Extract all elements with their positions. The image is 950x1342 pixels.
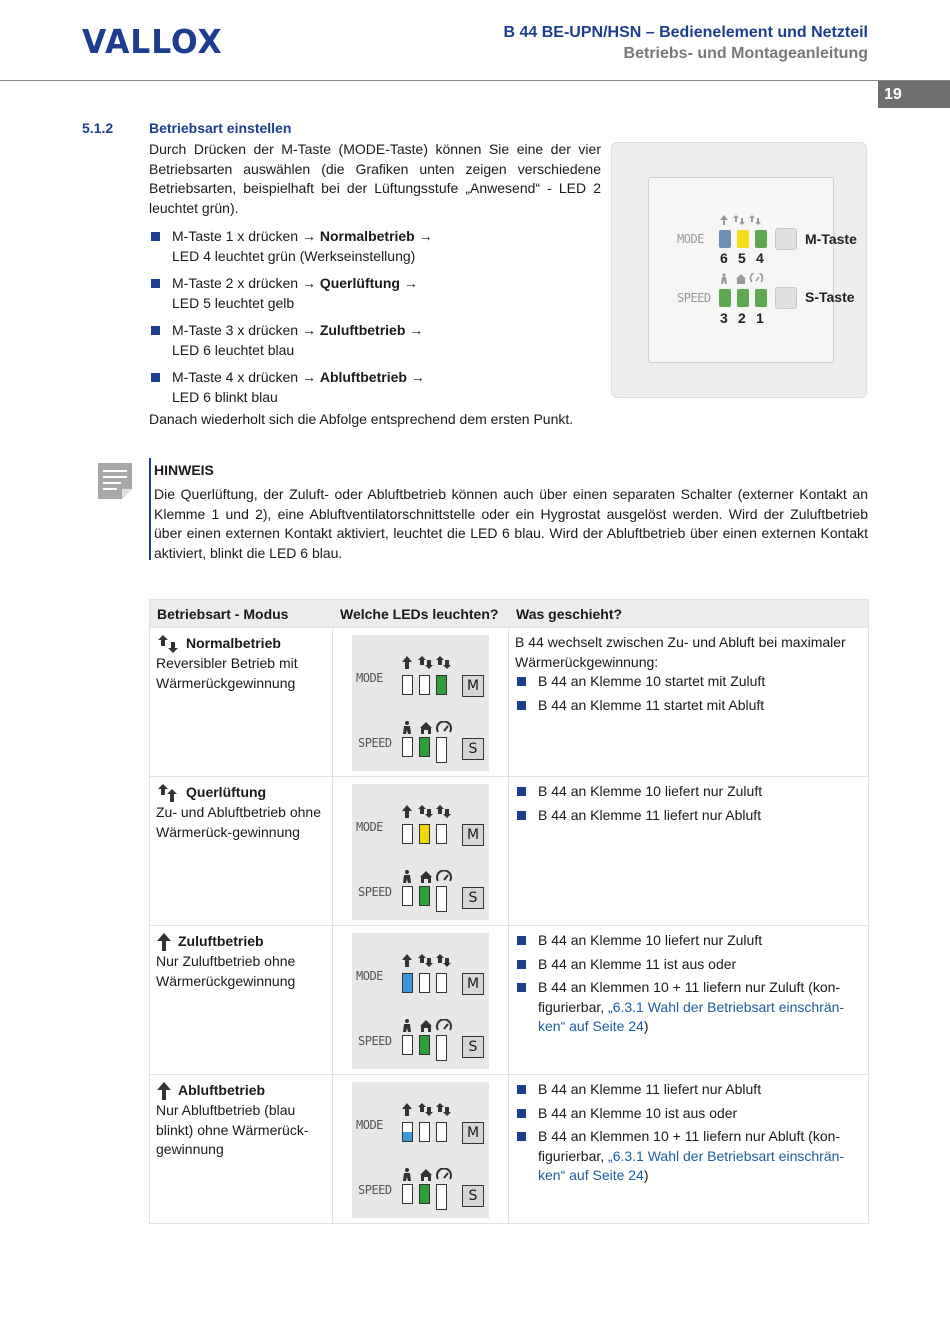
supply-air-arrow-icon xyxy=(156,932,172,952)
speed-led xyxy=(419,886,430,906)
panel-m-button: M xyxy=(462,824,484,846)
speed-led xyxy=(419,1035,430,1055)
table-row xyxy=(150,925,868,1074)
speed-led xyxy=(419,1184,430,1204)
m-key-label: M-Taste xyxy=(805,231,857,247)
list-item: M-Taste 4 x drücken → Abluftbetrieb → LED 6 blinkt blau xyxy=(149,368,601,407)
mode-direction-icons xyxy=(402,805,454,819)
speed-level-icons xyxy=(402,870,454,884)
cross-ventilation-icon xyxy=(156,783,180,803)
speed-led xyxy=(419,737,430,757)
panel-mode-label: MODE xyxy=(356,1118,383,1132)
document-subtitle: Betriebs- und Montageanleitung xyxy=(623,45,868,62)
bullet-square-icon xyxy=(517,983,526,992)
device-led-4 xyxy=(755,230,767,248)
mode-title: Normalbetrieb xyxy=(156,634,332,654)
section-number: 5.1.2 xyxy=(82,120,114,136)
panel-m-button: M xyxy=(462,1122,484,1144)
list-item: B 44 an Klemmen 10 + 11 liefern nur Zuluft (kon-figurierbar, „6.3.1 Wahl der Betriebsart einschrän-ken“ auf Seite 24) xyxy=(515,978,862,1037)
mode-cell xyxy=(150,777,333,925)
mode-description: Reversibler Betrieb mit Wärmerückgewinnung xyxy=(156,655,298,691)
device-led-number: 6 xyxy=(720,250,728,266)
device-mode-label: MODE xyxy=(677,232,704,246)
mode-led xyxy=(402,824,413,844)
led-cell xyxy=(333,1075,509,1223)
panel-speed-label: SPEED xyxy=(358,736,392,750)
device-led-number: 1 xyxy=(756,310,764,326)
description-cell xyxy=(509,1075,868,1223)
mode-led xyxy=(419,1122,430,1142)
table-row xyxy=(150,776,868,925)
reversible-arrows-icon xyxy=(156,634,180,654)
panel-mode-label: MODE xyxy=(356,969,383,983)
list-item: M-Taste 1 x drücken → Normalbetrieb → LED 4 leuchtet grün (Werkseinstellung) xyxy=(149,227,601,266)
header-divider xyxy=(0,80,950,81)
speed-led xyxy=(402,1184,413,1204)
led-panel xyxy=(352,933,489,1069)
mode-led xyxy=(436,973,447,993)
row-intro: B 44 wechselt zwischen Zu- und Abluft bei maximaler Wärmerückgewinnung: xyxy=(515,634,846,670)
mode-led xyxy=(436,824,447,844)
list-item: B 44 an Klemme 10 liefert nur Zuluft xyxy=(515,931,862,951)
list-item: B 44 an Klemme 10 liefert nur Zuluft xyxy=(515,782,862,802)
led-cell xyxy=(333,628,509,776)
table-row xyxy=(150,1074,868,1223)
bullet-square-icon xyxy=(517,1085,526,1094)
mode-direction-icons xyxy=(402,656,454,670)
bullet-square-icon xyxy=(517,787,526,796)
mode-led xyxy=(402,973,413,993)
led-cell xyxy=(333,777,509,925)
section-after-text: Danach wiederholt sich die Abfolge entsprechend dem ersten Punkt. xyxy=(149,411,574,427)
speed-led xyxy=(402,886,413,906)
device-led-2 xyxy=(737,289,749,307)
document-title: B 44 BE-UPN/HSN – Bedienelement und Netzteil xyxy=(503,24,868,41)
mode-direction-icons xyxy=(402,954,454,968)
mode-description: Nur Abluftbetrieb (blau blinkt) ohne Wärmerück-gewinnung xyxy=(156,1102,309,1157)
bullet-square-icon xyxy=(517,677,526,686)
device-led-number: 3 xyxy=(720,310,728,326)
note-bar xyxy=(149,458,151,560)
note-title: HINWEIS xyxy=(154,462,214,478)
speed-led xyxy=(436,737,447,763)
mode-table xyxy=(149,599,869,1224)
steps-list xyxy=(149,227,601,415)
device-led-1 xyxy=(755,289,767,307)
panel-speed-label: SPEED xyxy=(358,885,392,899)
speed-led xyxy=(402,737,413,757)
led-panel xyxy=(352,1082,489,1218)
device-m-key xyxy=(775,228,797,250)
device-led-number: 4 xyxy=(756,250,764,266)
panel-s-button: S xyxy=(462,1036,484,1058)
list-item: B 44 an Klemme 11 liefert nur Abluft xyxy=(515,1080,862,1100)
mode-description: Zu- und Abluftbetrieb ohne Wärmerück-gewinnung xyxy=(156,804,322,840)
panel-m-button: M xyxy=(462,973,484,995)
bullet-square-icon xyxy=(151,279,160,288)
panel-mode-label: MODE xyxy=(356,671,383,685)
panel-speed-label: SPEED xyxy=(358,1034,392,1048)
section-intro: Durch Drücken der M-Taste (MODE-Taste) können Sie eine der vier Betriebsarten auswählen (die Grafiken unten zeigen verschiedene Betriebsarten, beispielhaft bei der Lüftungsstufe „Anwesend“ - LED 2 leuchtet grün). xyxy=(149,141,601,216)
s-key-label: S-Taste xyxy=(805,289,855,305)
device-speed-label: SPEED xyxy=(677,291,711,305)
note-icon xyxy=(97,462,133,500)
device-led-number: 2 xyxy=(738,310,746,326)
bullet-square-icon xyxy=(517,701,526,710)
note-text: Die Querlüftung, der Zuluft- oder Abluftbetrieb können auch über einen separaten Schalter (externer Kontakt an Klemme 1 und 2), eine Abluftventilatorschnittstelle oder ein Hygrostat ausgelöst werden. Wird der Zuluftbetrieb über einen externen Kontakt aktiviert, leuchtet die LED 6 blau. Wird der Abluftbetrieb über einen externen Kontakt aktiviert, blinkt die LED 6 blau. xyxy=(154,486,868,561)
device-panel xyxy=(648,177,834,363)
mode-direction-icons xyxy=(719,214,769,226)
mode-cell xyxy=(150,1075,333,1223)
section-title: Betriebsart einstellen xyxy=(149,120,292,136)
exhaust-air-arrow-icon xyxy=(156,1081,172,1101)
column-header: Welche LEDs leuchten? xyxy=(340,606,499,622)
device-led-5 xyxy=(737,230,749,248)
list-item: B 44 an Klemme 11 startet mit Abluft xyxy=(515,696,862,716)
device-photo xyxy=(611,142,867,398)
speed-level-icons xyxy=(402,721,454,735)
description-cell xyxy=(509,628,868,776)
speed-level-icons xyxy=(402,1168,454,1182)
page-reference-link[interactable]: „6.3.1 Wahl der Betriebsart einschrän-ken“ auf Seite 24 xyxy=(538,998,845,1034)
bullet-square-icon xyxy=(151,326,160,335)
mode-title: Querlüftung xyxy=(156,783,332,803)
device-led-number: 5 xyxy=(738,250,746,266)
mode-led xyxy=(402,1122,413,1142)
list-item: M-Taste 3 x drücken → Zuluftbetrieb → LED 6 leuchtet blau xyxy=(149,321,601,360)
mode-description: Nur Zuluftbetrieb ohne Wärmerückgewinnung xyxy=(156,953,296,989)
description-cell xyxy=(509,777,868,925)
table-header xyxy=(150,600,868,627)
speed-led xyxy=(436,886,447,912)
speed-level-icons xyxy=(402,1019,454,1033)
panel-speed-label: SPEED xyxy=(358,1183,392,1197)
mode-led xyxy=(436,1122,447,1142)
speed-led xyxy=(402,1035,413,1055)
mode-cell xyxy=(150,926,333,1074)
mode-cell xyxy=(150,628,333,776)
mode-direction-icons xyxy=(402,1103,454,1117)
panel-s-button: S xyxy=(462,738,484,760)
led-panel xyxy=(352,784,489,920)
bullet-square-icon xyxy=(517,811,526,820)
mode-led xyxy=(402,675,413,695)
document-header xyxy=(503,24,868,63)
list-item: B 44 an Klemmen 10 + 11 liefern nur Abluft (kon-figurierbar, „6.3.1 Wahl der Betriebsart einschrän-ken“ auf Seite 24) xyxy=(515,1127,862,1186)
bullet-square-icon xyxy=(517,960,526,969)
bullet-square-icon xyxy=(517,936,526,945)
list-item: B 44 an Klemme 10 startet mit Zuluft xyxy=(515,672,862,692)
list-item: B 44 an Klemme 10 ist aus oder xyxy=(515,1104,862,1124)
led-cell xyxy=(333,926,509,1074)
mode-led xyxy=(436,675,447,695)
bullet-square-icon xyxy=(517,1109,526,1118)
table-row xyxy=(150,627,868,776)
vallox-logo: VALLOX xyxy=(82,22,223,61)
mode-led xyxy=(419,973,430,993)
column-header: Betriebsart - Modus xyxy=(157,606,289,622)
panel-s-button: S xyxy=(462,887,484,909)
device-s-key xyxy=(775,287,797,309)
speed-led xyxy=(436,1184,447,1210)
panel-m-button: M xyxy=(462,675,484,697)
bullet-square-icon xyxy=(517,1132,526,1141)
bullet-square-icon xyxy=(151,232,160,241)
mode-title: Abluftbetrieb xyxy=(156,1081,332,1101)
panel-mode-label: MODE xyxy=(356,820,383,834)
description-cell xyxy=(509,926,868,1074)
speed-led xyxy=(436,1035,447,1061)
device-led-6 xyxy=(719,230,731,248)
bullet-square-icon xyxy=(151,373,160,382)
led-panel xyxy=(352,635,489,771)
list-item: M-Taste 2 x drücken → Querlüftung → LED 5 leuchtet gelb xyxy=(149,274,601,313)
list-item: B 44 an Klemme 11 liefert nur Abluft xyxy=(515,806,862,826)
column-header: Was geschieht? xyxy=(516,606,623,622)
page-number: 19 xyxy=(878,81,950,108)
mode-title: Zuluftbetrieb xyxy=(156,932,332,952)
list-item: B 44 an Klemme 11 ist aus oder xyxy=(515,955,862,975)
device-led-3 xyxy=(719,289,731,307)
speed-level-icons xyxy=(719,273,769,285)
page-reference-link[interactable]: „6.3.1 Wahl der Betriebsart einschrän-ken“ auf Seite 24 xyxy=(538,1147,845,1183)
panel-s-button: S xyxy=(462,1185,484,1207)
mode-led xyxy=(419,675,430,695)
mode-led xyxy=(419,824,430,844)
